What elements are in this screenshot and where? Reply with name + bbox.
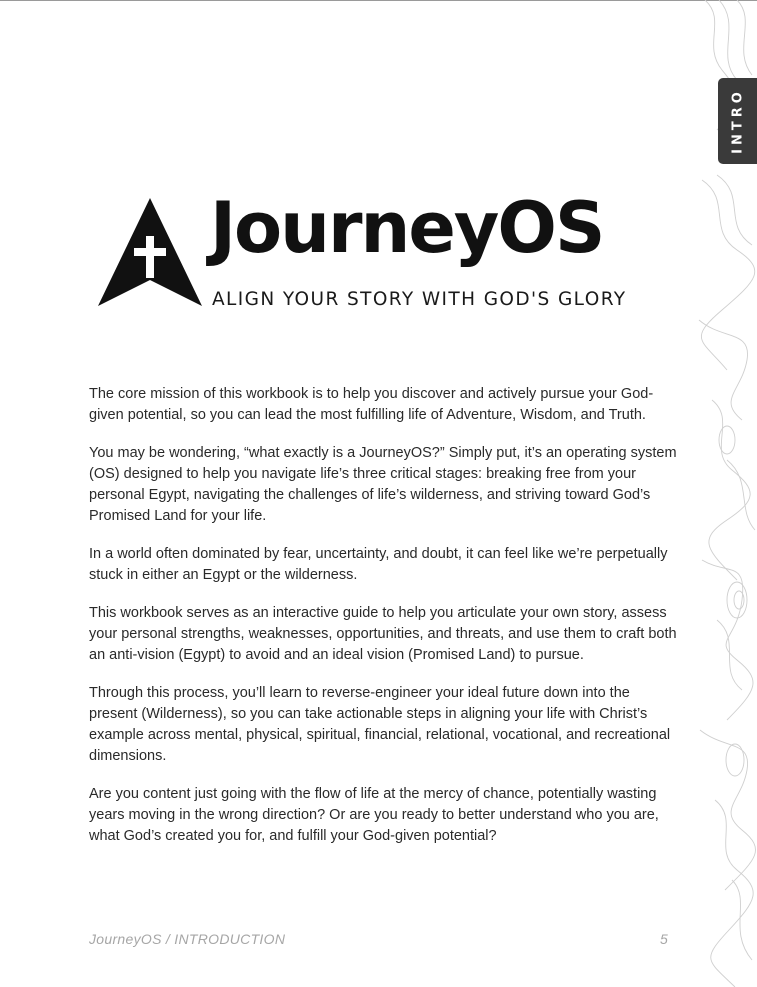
section-tab-intro	[718, 78, 757, 164]
body-text	[89, 384, 679, 864]
top-border	[0, 0, 757, 1]
paragraph: The core mission of this workbook is to help you discover and actively pursue your God-given potential, so you can lead the most fulfilling life of Adventure, Wisdom, and Truth.	[89, 386, 654, 423]
paragraph: In a world often dominated by fear, uncertainty, and doubt, it can feel like we’re perpetually stuck in either an Egypt or the wilderness.	[89, 546, 668, 583]
paragraph: This workbook serves as an interactive guide to help you articulate your own story, assess your personal strengths, weaknesses, opportunities, and threats, and use them to craft both an anti-vision (Egypt) to avoid and an ideal vision (Promised Land) to pursue.	[89, 605, 677, 663]
paragraph: Are you content just going with the flow of life at the mercy of chance, potentially wasting years moving in the wrong direction? Or are you ready to better understand who you are, what God’s created you for, and fulfill your God-given potential?	[89, 786, 659, 844]
logo-tagline: ALIGN YOUR STORY WITH GOD'S GLORY	[212, 289, 627, 310]
logo-title: JourneyOS	[210, 187, 604, 269]
section-tab-label: INTRO	[730, 88, 745, 154]
footer-section-label: JourneyOS / INTRODUCTION	[89, 931, 286, 947]
page-number: 5	[660, 931, 668, 947]
arrow-cross-icon	[96, 196, 204, 308]
paragraph: You may be wondering, “what exactly is a JourneyOS?” Simply put, it’s an operating system (OS) designed to help you navigate life’s three critical stages: breaking free from your personal Egypt, navigating the challenges of life’s wilderness, and striving toward God’s Promised Land for your life.	[89, 445, 677, 524]
paragraph: Through this process, you’ll learn to reverse-engineer your ideal future down into the present (Wilderness), so you can take actionable steps in aligning your life with Christ’s example across mental, physical, spiritual, financial, relational, vocational, and recreational dimensions.	[89, 685, 671, 764]
